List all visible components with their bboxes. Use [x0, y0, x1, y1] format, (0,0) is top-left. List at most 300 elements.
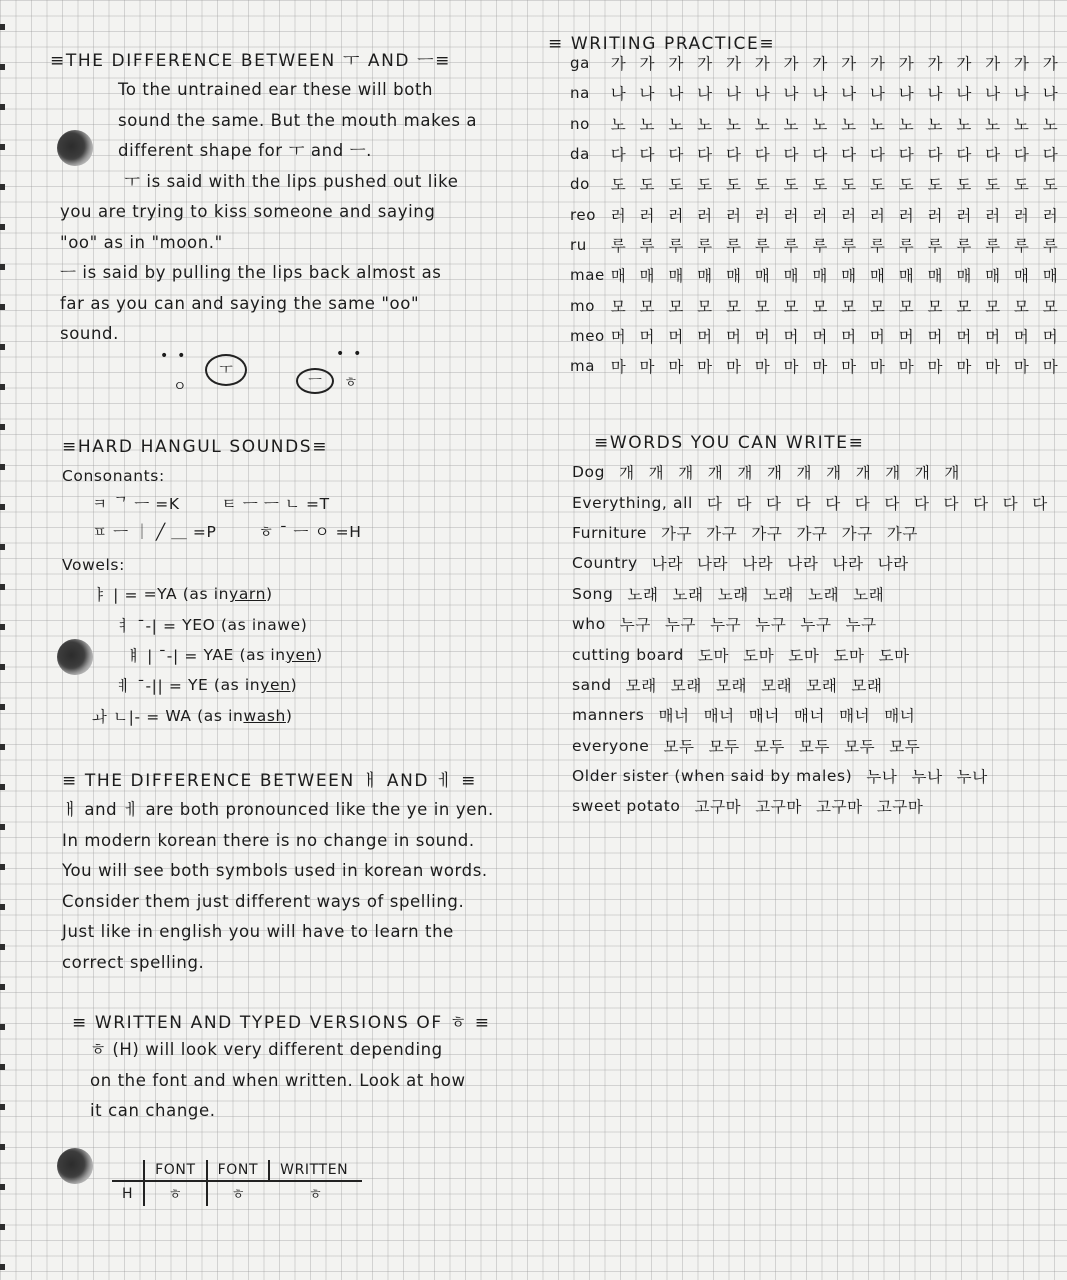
text-line: on the font and when written. Look at how	[90, 1070, 466, 1090]
word-char: 고구마	[876, 798, 924, 817]
practice-char: 나	[668, 85, 684, 104]
practice-char: 가	[841, 55, 857, 74]
text-line: ㅡ is said by pulling the lips back almost as	[60, 263, 442, 283]
word-char: 나라	[787, 555, 819, 574]
word-char: 개	[944, 464, 960, 483]
word-char: 매너	[748, 707, 780, 726]
practice-char: 모	[1013, 297, 1030, 316]
practice-char: 도	[956, 176, 972, 195]
practice-row	[570, 139, 1065, 169]
practice-char: 노	[1042, 115, 1058, 134]
vowel-list	[62, 579, 361, 731]
practice-char: 노	[812, 115, 828, 134]
word-row	[572, 457, 1062, 487]
word-char: 도마	[878, 646, 910, 665]
text-line: correct spelling.	[62, 952, 205, 972]
practice-char: 루	[725, 236, 742, 255]
spiral-edge	[0, 0, 5, 1280]
practice-char: 나	[869, 85, 886, 104]
practice-char: 루	[668, 236, 684, 255]
word-char: 나라	[696, 555, 729, 574]
section-h-versions	[72, 1008, 491, 1127]
practice-char: 노	[639, 115, 655, 134]
word-chars	[619, 461, 974, 483]
vowel-row: ㅘ ㄴ|- = WA (as in wash )	[92, 706, 293, 726]
text-line: it can change.	[90, 1101, 216, 1121]
practice-char: 마	[1042, 358, 1058, 377]
practice-char: 다	[725, 146, 742, 165]
practice-char: 러	[841, 206, 857, 225]
practice-char: 가	[812, 55, 828, 74]
practice-char: 다	[869, 146, 886, 165]
practice-row	[570, 169, 1065, 199]
practice-chars	[604, 173, 1065, 195]
word-char: 나라	[651, 555, 683, 574]
word-char: 도마	[743, 646, 775, 665]
practice-char: 다	[841, 146, 857, 165]
word-char: 노래	[853, 585, 885, 604]
word-char: 매너	[703, 707, 735, 726]
practice-char: 가	[639, 55, 655, 74]
practice-char: 노	[841, 115, 857, 134]
word-char: 모래	[625, 676, 657, 695]
practice-char: 매	[898, 267, 914, 286]
section-hard-sounds	[62, 437, 361, 731]
section-title: ≡ THE DIFFERENCE BETWEEN ㅐ AND ㅔ ≡	[62, 771, 477, 791]
word-chars	[698, 644, 924, 666]
word-char: 가구	[751, 524, 783, 543]
practice-char: 머	[639, 327, 655, 346]
practice-char: 모	[783, 297, 799, 316]
practice-char: 노	[725, 115, 742, 134]
practice-char: 마	[812, 358, 828, 377]
practice-char: 매	[927, 267, 943, 286]
practice-char: 가	[1013, 55, 1030, 74]
consonant-row	[92, 489, 361, 517]
practice-char: 노	[956, 115, 972, 134]
practice-char: 머	[754, 327, 771, 346]
practice-char: 머	[927, 327, 943, 346]
practice-char: 마	[639, 358, 655, 377]
practice-char: 노	[754, 115, 771, 134]
word-char: 다	[884, 494, 900, 513]
word-chars	[627, 583, 898, 605]
section-title: ≡WORDS YOU CAN WRITE≡	[594, 433, 865, 453]
vowel-row: ㅕ ˉ-| = YEO (as in awe )	[116, 615, 308, 635]
practice-char: 도	[841, 176, 857, 195]
practice-label: mo	[570, 296, 595, 315]
text-line: ㅎ (H) will look very different depending	[90, 1040, 443, 1059]
word-char: 누구	[845, 616, 877, 635]
practice-char: 다	[668, 146, 684, 165]
word-char: 노래	[717, 585, 749, 604]
practice-char: 가	[985, 55, 1001, 74]
word-label: Dog	[572, 463, 606, 482]
word-chars	[620, 613, 891, 635]
practice-char: 다	[956, 146, 972, 165]
practice-char: 가	[783, 55, 799, 74]
practice-char: 러	[1013, 206, 1030, 225]
practice-char: 노	[610, 115, 627, 134]
word-char: 가구	[706, 524, 738, 543]
practice-char: 매	[1013, 267, 1030, 286]
practice-char: 모	[639, 297, 655, 316]
table-cell: ㅎ	[308, 1187, 323, 1203]
word-row	[572, 670, 1062, 700]
practice-char: 다	[927, 146, 943, 165]
consonant-list	[62, 489, 361, 545]
word-char: 다	[854, 494, 871, 513]
face-mouth: ㅎ	[344, 375, 358, 391]
practice-char: 가	[725, 55, 742, 74]
practice-char: 도	[754, 176, 771, 195]
word-char: 노래	[762, 585, 795, 604]
practice-char: 노	[869, 115, 886, 134]
practice-char: 나	[812, 85, 828, 104]
practice-char: 러	[869, 206, 886, 225]
word-char: 다	[706, 494, 723, 513]
practice-row	[570, 109, 1065, 139]
practice-char: 도	[927, 176, 943, 195]
word-chars	[663, 735, 934, 757]
practice-char: 모	[812, 297, 828, 316]
practice-label: reo	[570, 205, 597, 224]
practice-char: 매	[783, 267, 799, 286]
word-char: 누구	[619, 616, 651, 635]
vowel-row: ㅒ | ˉ-| = YAE (as in yen )	[126, 645, 323, 665]
word-char: 모두	[753, 737, 785, 756]
word-char: 개	[796, 464, 813, 483]
practice-char: 가	[754, 55, 771, 74]
practice-row	[570, 290, 1065, 320]
word-char: 노래	[672, 585, 704, 604]
text-line: Just like in english you will have to learn the	[62, 922, 454, 942]
practice-char: 가	[869, 55, 886, 74]
practice-char: 가	[610, 55, 627, 74]
word-char: 모래	[806, 676, 838, 695]
practice-char: 모	[668, 297, 684, 316]
practice-char: 노	[668, 115, 684, 134]
practice-char: 머	[985, 327, 1001, 346]
practice-char: 마	[927, 358, 943, 377]
practice-row	[570, 260, 1065, 290]
practice-label: ru	[570, 235, 587, 254]
binder-hole	[57, 130, 93, 166]
practice-char: 나	[841, 85, 857, 104]
practice-char: 러	[754, 206, 771, 225]
section-u-vs-eu-body	[60, 197, 442, 350]
word-char: 매너	[658, 707, 690, 726]
practice-char: 머	[725, 327, 742, 346]
word-char: 누나	[956, 768, 988, 787]
practice-char: 러	[1042, 206, 1058, 225]
word-char: 개	[619, 464, 635, 483]
practice-char: 다	[1042, 146, 1058, 165]
practice-label: mae	[570, 266, 605, 285]
practice-chars	[604, 143, 1065, 165]
word-char: 가구	[661, 524, 693, 543]
face-eyes: • •	[336, 346, 362, 362]
word-row	[572, 761, 1062, 791]
practice-chars	[604, 82, 1065, 104]
word-char: 고구마	[694, 798, 742, 817]
word-row	[572, 518, 1062, 548]
face-mouth: ㅇ	[173, 379, 187, 395]
word-char: 다	[795, 494, 812, 513]
practice-label: no	[570, 114, 590, 133]
word-char: 누구	[755, 616, 787, 635]
practice-char: 루	[1042, 236, 1058, 255]
practice-char: 노	[985, 115, 1001, 134]
practice-char: 머	[783, 327, 799, 346]
practice-char: 머	[1013, 327, 1030, 346]
word-chars	[626, 674, 897, 696]
practice-char: 다	[639, 146, 655, 165]
word-char: 모래	[851, 676, 883, 695]
word-char: 가구	[841, 524, 873, 543]
practice-char: 마	[869, 358, 886, 377]
practice-char: 나	[1013, 85, 1030, 104]
practice-char: 매	[610, 267, 627, 286]
practice-char: 루	[869, 236, 886, 255]
text-line: Consider them just different ways of spelling.	[62, 891, 465, 911]
word-char: 매너	[793, 707, 826, 726]
word-char: 누나	[911, 768, 943, 787]
practice-char: 마	[725, 358, 742, 377]
section-title: ≡HARD HANGUL SOUNDS≡	[62, 437, 329, 457]
practice-char: 루	[754, 236, 771, 255]
word-char: 매너	[884, 707, 916, 726]
word-chars	[695, 795, 938, 817]
practice-char: 나	[610, 85, 627, 104]
practice-char: 다	[898, 146, 914, 165]
word-label: Furniture	[572, 523, 647, 542]
word-chars	[866, 765, 1001, 787]
practice-char: 나	[754, 85, 771, 104]
text-line: ㅜ is said with the lips pushed out like	[124, 171, 459, 191]
practice-char: 루	[812, 236, 828, 255]
word-char: 다	[913, 494, 930, 513]
practice-char: 노	[697, 115, 713, 134]
practice-char: 러	[956, 206, 972, 225]
practice-char: 머	[956, 327, 972, 346]
word-char: 매너	[839, 707, 871, 726]
practice-char: 가	[956, 55, 972, 74]
text-line: To the untrained ear these will both	[118, 80, 434, 99]
practice-char: 마	[697, 358, 713, 377]
section-words	[594, 433, 864, 453]
practice-char: 모	[927, 297, 943, 316]
practice-char: 루	[898, 236, 914, 255]
word-label: cutting board	[572, 645, 684, 664]
practice-char: 나	[985, 85, 1001, 104]
practice-char: 노	[927, 115, 943, 134]
practice-char: 머	[697, 327, 713, 346]
word-char: 고구마	[755, 798, 802, 817]
practice-chars	[604, 234, 1065, 256]
practice-char: 나	[898, 85, 914, 104]
word-char: 도마	[833, 646, 865, 665]
word-char: 도마	[788, 646, 820, 665]
word-chars	[658, 704, 929, 726]
practice-char: 마	[841, 358, 857, 377]
word-char: 모두	[889, 737, 921, 756]
word-row	[572, 791, 1062, 821]
practice-grid	[570, 48, 1065, 381]
practice-char: 루	[697, 236, 713, 255]
practice-char: 매	[668, 267, 684, 286]
word-label: Country	[572, 554, 638, 573]
word-char: 누구	[664, 616, 697, 635]
word-label: Everything, all	[572, 493, 693, 512]
word-char: 개	[678, 464, 694, 483]
text-line: sound.	[60, 324, 119, 344]
practice-char: 도	[783, 176, 799, 195]
word-row	[572, 548, 1062, 578]
practice-char: 머	[812, 327, 828, 346]
practice-char: 도	[697, 176, 713, 195]
practice-char: 가	[697, 55, 713, 74]
practice-char: 도	[610, 176, 627, 195]
practice-char: 도	[1042, 176, 1058, 195]
practice-char: 루	[783, 236, 799, 255]
word-char: 모두	[663, 737, 695, 756]
text-line: different shape for ㅜ and ㅡ.	[118, 141, 372, 161]
word-char: 고구마	[815, 798, 863, 817]
word-char: 모래	[670, 676, 702, 695]
practice-label: meo	[570, 326, 605, 345]
word-char: 노래	[627, 585, 659, 604]
practice-char: 다	[812, 146, 828, 165]
word-char: 개	[707, 464, 724, 483]
word-char: 나라	[877, 555, 909, 574]
speech-bubble: ㅜ	[205, 354, 247, 386]
practice-char: 머	[610, 327, 627, 346]
section-title: ≡THE DIFFERENCE BETWEEN ㅜ AND ㅡ≡	[50, 51, 451, 71]
practice-label: na	[570, 84, 590, 103]
word-char: 노래	[808, 585, 840, 604]
word-char: 다	[973, 494, 989, 513]
word-label: sweet potato	[572, 797, 681, 816]
practice-char: 모	[869, 297, 886, 316]
practice-char: 매	[812, 267, 828, 286]
word-row	[572, 609, 1062, 639]
practice-label: do	[570, 175, 590, 194]
word-char: 개	[766, 464, 783, 483]
practice-char: 나	[639, 85, 655, 104]
practice-row	[570, 351, 1065, 381]
practice-char: 나	[725, 85, 742, 104]
practice-char: 모	[841, 297, 857, 316]
practice-char: 매	[725, 267, 742, 286]
practice-char: 가	[927, 55, 943, 74]
practice-char: 나	[927, 85, 943, 104]
practice-char: 러	[610, 206, 627, 225]
binder-hole	[57, 1148, 93, 1184]
consonant-k: ㅋ ᄀ ㅡ =K	[92, 495, 180, 513]
practice-row	[570, 321, 1065, 351]
practice-char: 루	[639, 236, 655, 255]
practice-char: 모	[985, 297, 1001, 316]
consonant-p: ㅍ ㅡ ｜ ╱ ＿ =P	[92, 523, 217, 541]
practice-row	[570, 78, 1065, 108]
text-line: In modern korean there is no change in sound.	[62, 830, 475, 850]
practice-char: 다	[610, 146, 627, 165]
practice-char: 노	[783, 115, 799, 134]
word-char: 다	[825, 494, 841, 513]
practice-label: da	[570, 145, 590, 164]
practice-chars	[604, 295, 1065, 317]
practice-char: 마	[956, 358, 972, 377]
practice-row	[570, 48, 1065, 78]
word-char: 개	[648, 464, 665, 483]
vowels-label: Vowels:	[62, 556, 125, 574]
word-char: 개	[826, 464, 842, 483]
practice-char: 도	[668, 176, 684, 195]
practice-char: 루	[841, 236, 857, 255]
word-char: 개	[885, 464, 901, 483]
practice-char: 매	[754, 267, 771, 286]
practice-char: 머	[1042, 327, 1058, 346]
word-char: 도마	[697, 646, 730, 665]
practice-char: 매	[639, 267, 655, 286]
practice-char: 모	[754, 297, 771, 316]
word-chars	[661, 522, 932, 544]
practice-char: 러	[812, 206, 828, 225]
practice-char: 모	[725, 297, 742, 316]
section-ae-vs-e	[62, 766, 494, 979]
practice-char: 다	[754, 146, 771, 165]
practice-char: 도	[725, 176, 742, 195]
practice-char: 러	[927, 206, 943, 225]
word-char: 모두	[798, 737, 831, 756]
practice-char: 마	[1013, 358, 1030, 377]
practice-char: 매	[956, 267, 972, 286]
consonant-t: ㅌ ㅡ ㅡ ㄴ =T	[221, 495, 330, 513]
word-char: 다	[943, 494, 960, 513]
practice-char: 모	[1042, 297, 1058, 316]
word-label: Song	[572, 584, 614, 603]
word-row	[572, 639, 1062, 669]
practice-char: 매	[841, 267, 857, 286]
practice-char: 가	[668, 55, 684, 74]
word-char: 개	[855, 464, 872, 483]
practice-char: 모	[697, 297, 713, 316]
practice-char: 도	[812, 176, 828, 195]
word-char: 누나	[866, 768, 898, 787]
practice-char: 도	[898, 176, 914, 195]
practice-char: 루	[610, 236, 627, 255]
word-label: who	[572, 615, 606, 634]
practice-char: 루	[956, 236, 972, 255]
practice-char: 마	[898, 358, 914, 377]
practice-char: 마	[610, 358, 627, 377]
word-char: 다	[1002, 494, 1019, 513]
word-label: sand	[572, 675, 612, 694]
word-char: 누구	[710, 616, 742, 635]
vowel-row: ㅖ ˉ-|| = YE (as in yen )	[116, 676, 298, 696]
text-line: You will see both symbols used in korean words.	[62, 861, 488, 881]
practice-char: 모	[898, 297, 914, 316]
table-header: FONT	[144, 1160, 207, 1181]
practice-label: ma	[570, 357, 596, 376]
word-label: everyone	[572, 736, 650, 755]
practice-char: 모	[610, 297, 627, 316]
practice-char: 러	[985, 206, 1001, 225]
practice-char: 노	[1013, 115, 1030, 134]
practice-char: 다	[985, 146, 1001, 165]
word-char: 개	[737, 464, 753, 483]
